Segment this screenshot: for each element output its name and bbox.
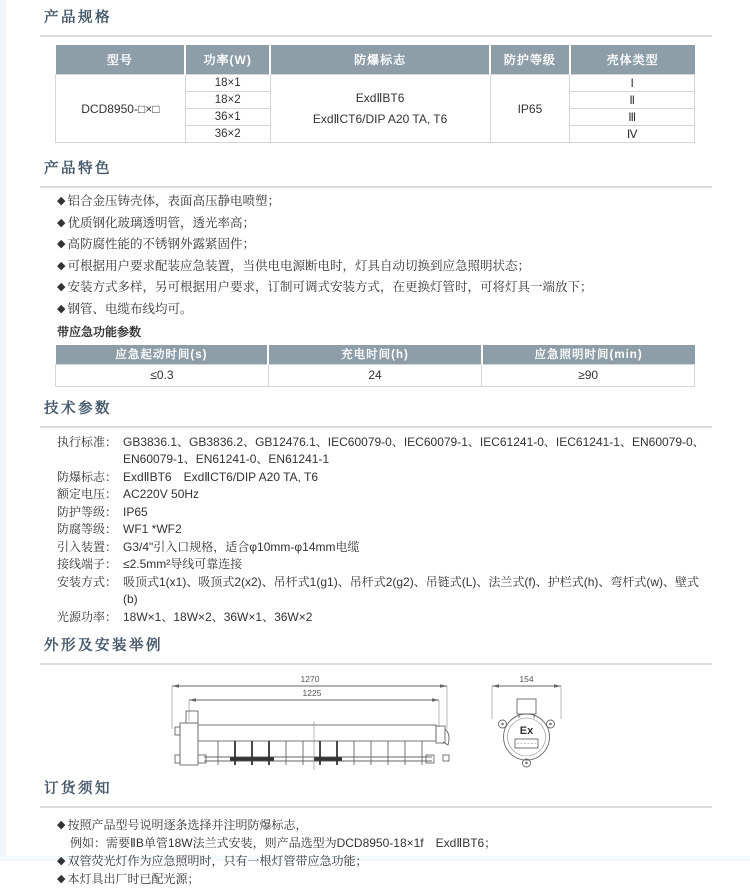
- list-item: [57, 469, 712, 487]
- shell-type-cell: Ⅰ: [570, 75, 695, 92]
- section-title-features: 产品特色: [40, 157, 712, 188]
- list-item: [57, 521, 712, 539]
- lamp-end-view-drawing: [484, 673, 569, 775]
- emergency-table-header: [56, 345, 695, 365]
- col-header-lighting-time: 应急照明时间(min): [482, 345, 695, 365]
- param-value: IP65: [123, 504, 148, 519]
- shell-type-cell: Ⅱ: [570, 92, 695, 109]
- section-title-outline: 外形及安装举例: [40, 634, 712, 665]
- param-label: 额定电压：: [57, 487, 118, 501]
- feature-text: 高防腐性能的不锈钢外露紧固件；: [67, 237, 255, 251]
- exmark-line1: ExdⅡBT6: [355, 90, 405, 105]
- dimension-label-end: 154: [519, 674, 534, 684]
- order-note-text: 例如：需要ⅡB单管18W法兰式安装，则产品选型为DCD8950-18×1f ExdⅡBT6；: [70, 836, 497, 850]
- order-note-text: 本灯具出厂时已配光源；: [67, 872, 200, 886]
- dimension-label-tube: 1225: [302, 688, 322, 698]
- param-value: 吸顶式1(x1)、吸顶式2(x2)、吊杆式1(g1)、吊杆式2(g2)、吊链式(L)、法兰式(f)、护栏式(h)、弯杆式(w)、壁式(b): [123, 574, 700, 606]
- diamond-bullet-icon: ◆: [57, 216, 66, 229]
- param-value: 18W×1、18W×2、36W×1、36W×2: [123, 609, 313, 624]
- list-item: [57, 434, 712, 469]
- list-item: [57, 302, 712, 317]
- list-item: [57, 539, 712, 557]
- shell-type-cell: Ⅲ: [570, 109, 695, 126]
- list-item: [57, 194, 712, 209]
- catalog-page: [40, 0, 712, 888]
- param-label: 接线端子：: [57, 557, 118, 571]
- protection-cell: IP65: [490, 75, 570, 143]
- table-row: [56, 364, 695, 386]
- shell-type-cell: Ⅳ: [570, 126, 695, 143]
- list-item: [57, 816, 712, 834]
- feature-text: 安装方式多样，另可根据用户要求，订制可调式安装方式，在更换灯管时，可将灯具一端放下；: [67, 280, 593, 294]
- param-value: GB3836.1、GB3836.2、GB12476.1、IEC60079-0、IEC60079-1、IEC61241-0、IEC61241-1、EN60079-0、EN60079-1、EN61241-0、EN61241-1: [123, 434, 705, 466]
- lighting-time-value: ≥90: [482, 364, 695, 386]
- col-header-shell-type: 壳体类型: [570, 45, 695, 75]
- charge-time-value: 24: [268, 364, 481, 386]
- col-header-exmark: 防爆标志: [270, 45, 490, 75]
- diamond-bullet-icon: ◆: [57, 873, 66, 885]
- list-item: [57, 574, 712, 609]
- list-item: [57, 556, 712, 574]
- table-row: [56, 75, 695, 92]
- list-item: [57, 504, 712, 522]
- feature-text: 可根据用户要求配装应急装置，当供电电源断电时，灯具自动切换到应急照明状态；: [67, 258, 530, 273]
- list-item: [57, 280, 712, 295]
- col-header-charge-time: 充电时间(h): [268, 345, 481, 365]
- diamond-bullet-icon: ◆: [57, 302, 66, 315]
- feature-list: [57, 194, 712, 317]
- list-item: [57, 216, 712, 231]
- order-note-list: [57, 816, 712, 888]
- emergency-params-label: 带应急功能参数: [57, 324, 142, 339]
- exmark-line2: ExdⅡCT6/DIP A20 TA, T6: [312, 111, 448, 126]
- list-item: [57, 852, 712, 870]
- list-item: [57, 486, 712, 504]
- param-value: ≤2.5mm²导线可靠连接: [123, 557, 243, 571]
- exmark-cell: [270, 75, 490, 143]
- param-label: 防护等级：: [57, 504, 118, 519]
- param-value: WF1 *WF2: [123, 522, 182, 536]
- section-title-product-spec: 产品规格: [40, 6, 712, 37]
- lamp-side-view-drawing: [162, 673, 454, 775]
- section-title-ordering: 订货须知: [40, 777, 712, 808]
- list-item: [57, 259, 712, 274]
- tech-param-list: [57, 434, 712, 627]
- power-cell: 18×1: [185, 75, 270, 92]
- param-value: ExdⅡBT6 ExdⅡCT6/DIP A20 TA, T6: [123, 469, 319, 484]
- diamond-bullet-icon: ◆: [57, 819, 66, 831]
- section-title-tech-params: 技术参数: [40, 397, 712, 428]
- list-item: [57, 237, 712, 252]
- power-cell: 18×2: [185, 92, 270, 109]
- spec-table-header: [56, 45, 695, 75]
- col-header-model: 型号: [56, 45, 186, 75]
- param-value: AC220V 50Hz: [123, 487, 200, 501]
- start-time-value: ≤0.3: [56, 364, 269, 386]
- power-cell: 36×2: [185, 126, 270, 143]
- power-cell: 36×1: [185, 109, 270, 126]
- feature-text: 优质钢化玻璃透明管，透光率高；: [67, 215, 255, 230]
- list-item: [57, 834, 712, 852]
- diamond-bullet-icon: ◆: [57, 259, 66, 272]
- diamond-bullet-icon: ◆: [57, 281, 66, 293]
- feature-text: 铝合金压铸壳体，表面高压静电喷塑；: [67, 194, 280, 208]
- col-header-protection: 防护等级: [490, 45, 570, 75]
- order-note-text: 按照产品型号说明逐条选择并注明防爆标志，: [67, 818, 308, 832]
- list-item: [57, 609, 712, 627]
- feature-text: 钢管、电缆布线均可。: [67, 301, 193, 316]
- model-cell: DCD8950-□×□: [56, 75, 186, 143]
- outline-drawing: [162, 673, 712, 775]
- dimension-label-overall: 1270: [300, 674, 320, 684]
- order-note-text: 双管荧光灯作为应急照明时，只有一根灯管带应急功能；: [67, 854, 368, 868]
- list-item: [57, 870, 712, 888]
- param-label: 光源功率：: [57, 609, 118, 624]
- spec-table: [55, 45, 695, 143]
- col-header-start-time: 应急起动时间(s): [56, 345, 269, 365]
- param-label: 执行标准：: [57, 434, 118, 449]
- page-edge-left: [0, 0, 6, 861]
- diamond-bullet-icon: ◆: [57, 855, 66, 867]
- diamond-bullet-icon: ◆: [57, 238, 66, 250]
- param-value: G3/4"引入口规格，适合φ10mm-φ14mm电缆: [123, 539, 360, 554]
- param-label: 防腐等级：: [57, 522, 118, 536]
- param-label: 防爆标志：: [57, 469, 118, 484]
- diamond-bullet-icon: ◆: [57, 195, 66, 207]
- param-label: 引入装置：: [57, 539, 118, 554]
- param-label: 安装方式：: [57, 574, 118, 589]
- emergency-table: [55, 345, 695, 387]
- col-header-power: 功率(W): [185, 45, 270, 75]
- ex-mark-label: Ex: [519, 725, 534, 737]
